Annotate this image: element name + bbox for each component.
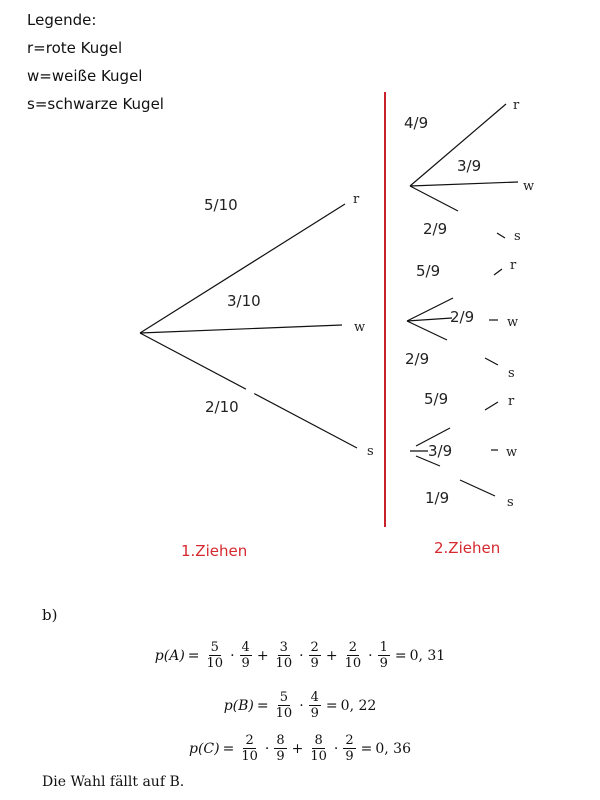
- frac-num: 1: [379, 640, 388, 655]
- conclusion-text: Die Wahl fällt auf B.: [42, 774, 185, 790]
- frac-num: 3: [279, 640, 288, 655]
- first-stage-branches: [140, 204, 357, 448]
- legend-item-white: w=weiße Kugel: [27, 67, 143, 85]
- frac-den: 10: [344, 656, 362, 671]
- node-sw: w: [506, 445, 518, 460]
- formula-pA-result: 0, 31: [409, 647, 446, 664]
- stage-label-second: 2.Ziehen: [434, 539, 501, 557]
- formula-pB-lhs: p(B): [223, 697, 254, 714]
- formula-pA-lhs: p(A): [154, 647, 185, 664]
- frac-den: 9: [310, 656, 319, 671]
- branch-sr-end: [485, 402, 498, 410]
- frac-num: 2: [245, 733, 254, 748]
- branch-wr: [407, 298, 453, 321]
- prob-rr: 4/9: [404, 114, 429, 132]
- frac-num: 4: [241, 640, 250, 655]
- legend-title: Legende:: [27, 11, 97, 29]
- branch-wr-end: [494, 269, 502, 275]
- frac-num: 2: [345, 733, 354, 748]
- branch-first-s-gap: [246, 389, 254, 394]
- node-ws: s: [508, 366, 515, 381]
- formula-pB: p(B) = $\frac{5}{10}$ · $\frac{4}{9}$ = 0, 22: [223, 690, 377, 721]
- frac-den: 10: [275, 656, 293, 671]
- prob-sw: 3/9: [428, 442, 453, 460]
- frac-den: 10: [241, 749, 258, 764]
- branch-ws-end: [485, 358, 498, 365]
- prob-first-r: 5/10: [204, 196, 238, 214]
- frac-num: 8: [276, 733, 285, 748]
- node-first-s: s: [367, 444, 374, 459]
- branch-rs-end: [497, 233, 505, 238]
- frac-num: 5: [279, 690, 289, 705]
- branch-ws: [407, 321, 447, 340]
- formula-pC-lhs: p(C): [189, 740, 220, 757]
- node-rr: r: [513, 98, 520, 113]
- frac-den: 9: [379, 656, 388, 671]
- frac-den: 9: [276, 749, 285, 764]
- frac-num: 5: [210, 640, 219, 655]
- branch-ss-end: [460, 480, 495, 496]
- branch-first-w: [140, 325, 342, 333]
- formula-pC-result: 0, 36: [375, 740, 411, 757]
- frac-den: 9: [310, 706, 319, 721]
- prob-wr: 5/9: [416, 262, 441, 280]
- frac-num: 4: [310, 690, 319, 705]
- legend-item-black: s=schwarze Kugel: [27, 95, 164, 113]
- frac-num: 2: [310, 640, 319, 655]
- frac-num: 2: [348, 640, 357, 655]
- node-rs: s: [514, 229, 521, 244]
- frac-den: 10: [206, 656, 224, 671]
- prob-sr: 5/9: [424, 390, 449, 408]
- branch-rs: [410, 186, 458, 211]
- frac-num: 8: [314, 733, 323, 748]
- node-ss: s: [507, 495, 514, 510]
- frac-den: 10: [310, 749, 327, 764]
- part-b-label: b): [42, 606, 58, 624]
- prob-first-w: 3/10: [227, 292, 261, 310]
- prob-ws: 2/9: [405, 350, 430, 368]
- node-first-r: r: [353, 192, 360, 207]
- node-ww: w: [507, 315, 519, 330]
- branch-rw: [410, 182, 518, 186]
- formula-pA: p(A) = $\frac{5}{10}$ · $\frac{4}{9}$ + $\frac{3}{10}$ · $\frac{2}{9}$ + $\frac{2}{10}$ · $\frac{1}{9}$ = 0, 31: [154, 640, 446, 671]
- prob-rs: 2/9: [423, 220, 448, 238]
- prob-ww: 2/9: [450, 308, 475, 326]
- node-rw: w: [523, 179, 535, 194]
- second-stage-group-s: [410, 402, 498, 496]
- frac-den: 10: [275, 706, 293, 721]
- prob-first-s: 2/10: [205, 398, 239, 416]
- branch-ww: [407, 318, 452, 321]
- node-first-w: w: [354, 320, 366, 335]
- formula-pB-result: 0, 22: [340, 697, 377, 714]
- stage-label-first: 1.Ziehen: [181, 542, 248, 560]
- prob-ss: 1/9: [425, 489, 450, 507]
- node-sr: r: [508, 394, 515, 409]
- formula-pC: p(C) = $\frac{2}{10}$ · $\frac{8}{9}$ + $\frac{8}{10}$ · $\frac{2}{9}$ = 0, 36: [189, 733, 411, 764]
- frac-den: 9: [345, 749, 354, 764]
- branch-first-r: [140, 204, 345, 333]
- legend-item-red: r=rote Kugel: [27, 39, 123, 57]
- prob-rw: 3/9: [457, 157, 482, 175]
- frac-den: 9: [241, 656, 250, 671]
- node-wr: r: [510, 258, 517, 273]
